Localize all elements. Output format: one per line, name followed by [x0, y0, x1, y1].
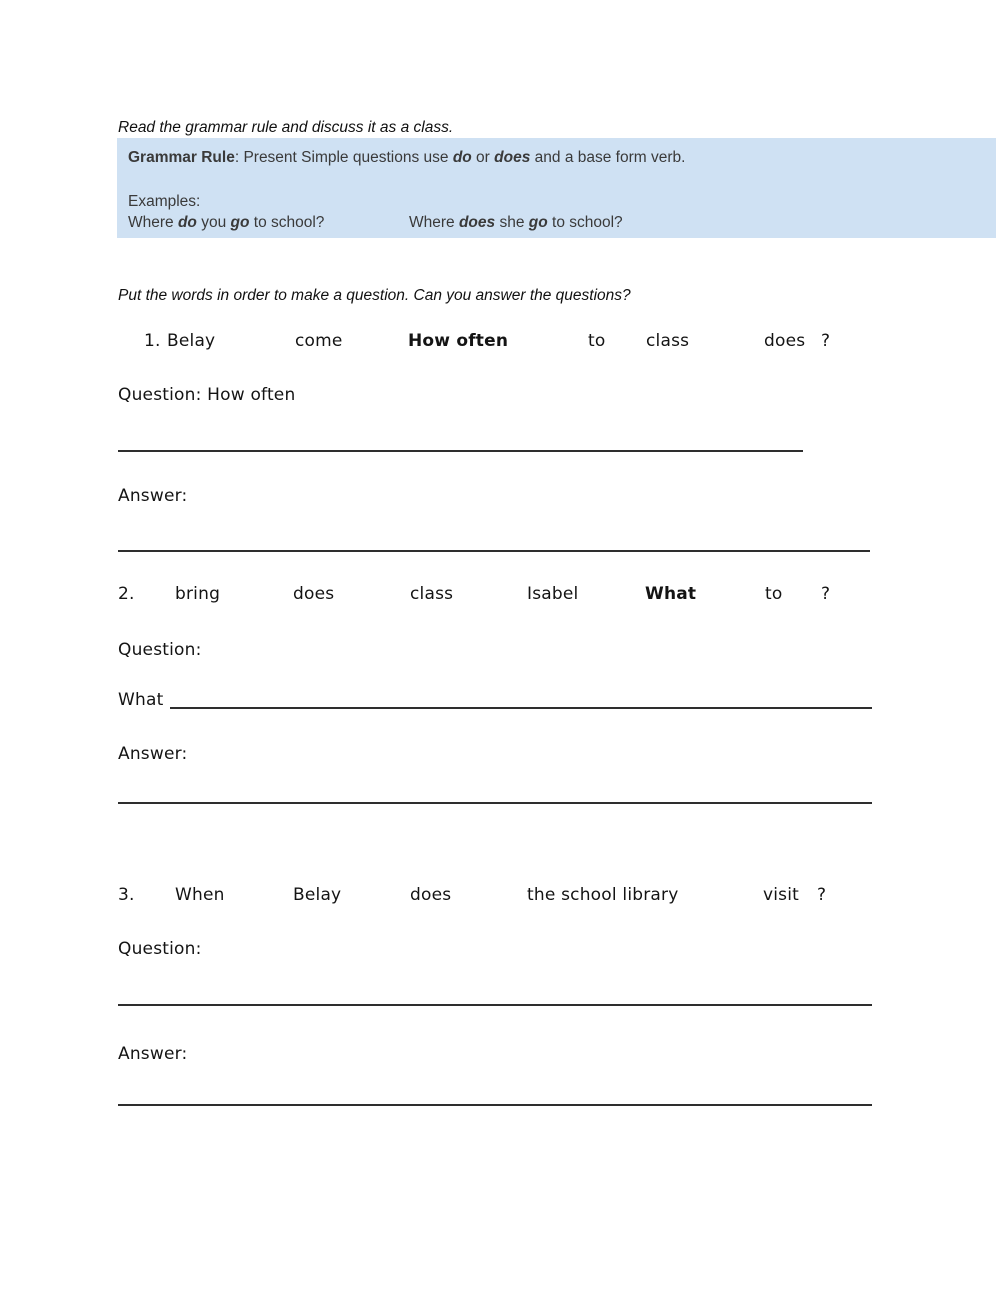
example-1-verb: go — [230, 214, 250, 231]
item-3-word: does — [410, 885, 452, 905]
example-1 — [128, 214, 324, 232]
example-2-aux: does — [458, 214, 496, 231]
example-2-tail: to school? — [547, 214, 623, 231]
item-1-answer-blank[interactable] — [118, 550, 870, 552]
grammar-rule-do: do — [452, 149, 472, 166]
item-1-word: How often — [408, 331, 509, 351]
item-3-answer-label: Answer: — [118, 1044, 188, 1064]
item-2-question-prefix: What — [118, 690, 164, 710]
item-1-word: Belay — [167, 331, 216, 351]
item-2-question-label: Question: — [118, 640, 202, 660]
examples-label: Examples: — [128, 193, 201, 210]
item-2-number: 2. — [118, 584, 135, 604]
word-bank-row-2 — [0, 584, 1000, 610]
example-1-tail: to school? — [249, 214, 325, 231]
item-1-question-label: Question: How often — [118, 385, 296, 405]
item-2-word: ? — [821, 584, 831, 604]
item-2-answer-label: Answer: — [118, 744, 188, 764]
item-1-word: to — [588, 331, 606, 351]
item-3-word: the school library — [527, 885, 679, 905]
example-2-lead: Where — [409, 214, 459, 231]
item-1-answer-label: Answer: — [118, 486, 188, 506]
example-1-lead: Where — [128, 214, 178, 231]
item-3-word: ? — [817, 885, 827, 905]
item-3-word: When — [175, 885, 225, 905]
grammar-rule-label: Grammar Rule — [128, 149, 235, 166]
example-1-aux: do — [177, 214, 197, 231]
item-2-word: to — [765, 584, 783, 604]
item-1-word: does — [764, 331, 806, 351]
item-3-question-blank[interactable] — [118, 1004, 872, 1006]
item-1-question-blank[interactable] — [118, 450, 803, 452]
item-3-question-label: Question: — [118, 939, 202, 959]
item-2-word: bring — [175, 584, 221, 604]
item-2-question-blank[interactable] — [170, 707, 872, 709]
grammar-rule-does: does — [494, 149, 531, 166]
item-1-word: come — [295, 331, 343, 351]
item-1-number: 1. — [144, 331, 161, 351]
word-bank-row-3 — [0, 885, 1000, 911]
example-2-mid: she — [495, 214, 529, 231]
item-1-word: ? — [821, 331, 831, 351]
grammar-rule-line — [128, 149, 685, 167]
example-2 — [409, 214, 623, 232]
item-3-word: visit — [763, 885, 800, 905]
item-2-answer-blank[interactable] — [118, 802, 872, 804]
grammar-rule-box — [117, 138, 996, 238]
item-2-word: class — [410, 584, 454, 604]
item-2-word: Isabel — [527, 584, 579, 604]
grammar-rule-or: or — [471, 149, 495, 166]
item-3-answer-blank[interactable] — [118, 1104, 872, 1106]
grammar-rule-text: : Present Simple questions use — [234, 149, 453, 166]
item-1-word: class — [646, 331, 690, 351]
intro-instruction: Read the grammar rule and discuss it as a class. — [118, 119, 454, 136]
item-2-word: What — [645, 584, 697, 604]
example-2-verb: go — [528, 214, 548, 231]
example-1-mid: you — [196, 214, 231, 231]
item-3-number: 3. — [118, 885, 135, 905]
item-3-word: Belay — [293, 885, 342, 905]
exercise-instruction: Put the words in order to make a question. Can you answer the questions? — [118, 287, 631, 304]
grammar-rule-tail: and a base form verb. — [530, 149, 686, 166]
word-bank-row-1 — [0, 331, 1000, 357]
item-2-word: does — [293, 584, 335, 604]
